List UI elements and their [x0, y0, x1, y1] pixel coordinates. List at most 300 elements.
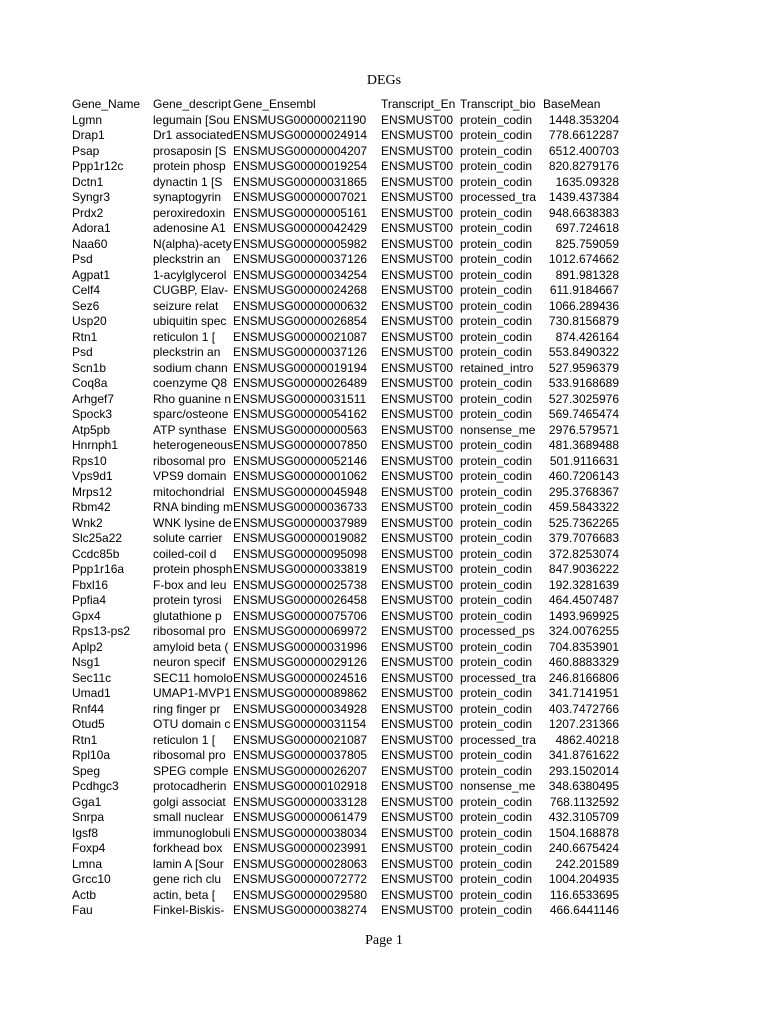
transcript-biotype-cell: protein_codin: [460, 717, 533, 731]
table-row: [72, 299, 619, 315]
gene-ensembl-cell: ENSMUSG00000037805: [233, 748, 368, 762]
table-row: [72, 810, 619, 826]
gene-ensembl-cell: ENSMUSG00000026489: [233, 376, 368, 390]
gene-name-cell: Celf4: [72, 283, 101, 297]
gene-ensembl-cell: ENSMUSG00000031865: [233, 174, 368, 189]
basemean-cell: 348.6380495: [548, 779, 619, 793]
transcript-biotype-cell: nonsense_me: [460, 779, 536, 793]
transcript-biotype-cell: protein_codin: [460, 236, 533, 251]
gene-ensembl-cell: ENSMUSG00000036733: [233, 500, 368, 514]
gene-ensembl-cell: ENSMUSG00000021087: [233, 329, 368, 344]
gene-ensembl-cell: ENSMUSG00000026854: [233, 314, 368, 328]
transcript-ensembl-cell: ENSMUST00: [381, 298, 454, 313]
gene-name-cell: Hnrnph1: [72, 438, 119, 452]
gene-name-cell: Spock3: [72, 407, 113, 421]
gene-name-cell: Ppfia4: [72, 593, 107, 607]
gene-name-cell: Syngr3: [72, 190, 111, 204]
transcript-ensembl-cell: ENSMUST00: [381, 438, 454, 452]
transcript-biotype-cell: protein_codin: [460, 686, 533, 700]
basemean-cell: 1012.674662: [548, 252, 619, 266]
basemean-cell: 569.7465474: [548, 407, 619, 421]
transcript-ensembl-cell: ENSMUST00: [381, 252, 454, 266]
transcript-ensembl-cell: ENSMUST00: [381, 531, 454, 545]
transcript-ensembl-cell: ENSMUST00: [381, 810, 454, 824]
transcript-biotype-cell: protein_codin: [460, 763, 533, 778]
basemean-cell: 611.9184667: [549, 283, 619, 297]
gene-ensembl-cell: ENSMUSG00000038274: [233, 903, 368, 917]
gene-name-cell: Rtn1: [72, 732, 98, 747]
gene-description-cell: protein phosph: [153, 562, 233, 576]
table-row: [72, 624, 619, 640]
basemean-cell: 533.9168689: [548, 376, 619, 390]
basemean-cell: 481.3689488: [548, 438, 619, 452]
transcript-biotype-cell: protein_codin: [460, 391, 533, 406]
table-row: [72, 314, 619, 330]
gene-description-cell: seizure relat: [153, 298, 219, 313]
table-row: [72, 609, 619, 625]
transcript-biotype-cell: protein_codin: [460, 283, 533, 297]
transcript-biotype-cell: protein_codin: [460, 345, 533, 359]
gene-name-cell: Rbm42: [72, 500, 111, 514]
gene-description-cell: glutathione p: [153, 608, 222, 623]
basemean-cell: 1207.231366: [548, 717, 619, 731]
gene-name-cell: Drap1: [72, 128, 105, 142]
gene-description-cell: ribosomal pro: [153, 624, 226, 638]
transcript-ensembl-cell: ENSMUST00: [381, 856, 454, 871]
transcript-ensembl-cell: ENSMUST00: [381, 453, 454, 468]
gene-description-cell: pleckstrin an: [153, 252, 221, 266]
gene-description-cell: amyloid beta (: [153, 639, 229, 654]
basemean-cell: 1635.09328: [555, 174, 619, 189]
gene-description-cell: adenosine A1: [153, 221, 226, 235]
table-row: [72, 376, 619, 392]
gene-name-cell: Grcc10: [72, 872, 111, 886]
transcript-ensembl-cell: ENSMUST00: [381, 655, 454, 669]
table-row: [72, 159, 619, 175]
gene-name-cell: Rps13-ps2: [72, 624, 131, 638]
gene-name-cell: Rpl10a: [72, 748, 111, 762]
table-row: [72, 407, 619, 423]
gene-description-cell: immunoglobuli: [153, 825, 231, 840]
gene-description-cell: peroxiredoxin: [153, 205, 226, 220]
table-row: [72, 221, 619, 237]
transcript-ensembl-cell: ENSMUST00: [381, 577, 454, 592]
gene-name-cell: Pcdhgc3: [72, 779, 119, 793]
transcript-biotype-cell: protein_codin: [460, 221, 533, 235]
transcript-ensembl-cell: ENSMUST00: [381, 236, 454, 251]
basemean-cell: 293.1502014: [548, 763, 619, 778]
basemean-cell: 1004.204935: [548, 872, 619, 886]
transcript-biotype-cell: processed_tra: [460, 732, 537, 747]
column-header-gene-description: Gene_descript: [153, 97, 232, 111]
basemean-cell: 948.6638383: [548, 205, 619, 220]
gene-ensembl-cell: ENSMUSG00000028063: [233, 856, 368, 871]
gene-description-cell: coiled-coil d: [153, 546, 217, 561]
gene-name-cell: Rtn1: [72, 329, 98, 344]
basemean-cell: 704.8353901: [548, 639, 619, 654]
transcript-biotype-cell: protein_codin: [460, 329, 533, 344]
table-row: [72, 190, 619, 206]
transcript-ensembl-cell: ENSMUST00: [381, 112, 454, 127]
transcript-biotype-cell: protein_codin: [460, 872, 533, 886]
basemean-cell: 460.8883329: [548, 655, 619, 669]
gene-ensembl-cell: ENSMUSG00000007021: [233, 190, 368, 204]
basemean-cell: 553.8490322: [548, 345, 619, 359]
gene-ensembl-cell: ENSMUSG00000000632: [233, 298, 368, 313]
table-row: [72, 655, 619, 671]
gene-description-cell: lamin A [Sour: [153, 856, 224, 871]
transcript-ensembl-cell: ENSMUST00: [381, 515, 454, 530]
gene-description-cell: ring finger pr: [153, 701, 221, 716]
table-row: [72, 128, 619, 144]
transcript-biotype-cell: protein_codin: [460, 577, 533, 592]
transcript-biotype-cell: protein_codin: [460, 531, 533, 545]
gene-ensembl-cell: ENSMUSG00000031511: [233, 391, 367, 406]
gene-ensembl-cell: ENSMUSG00000034254: [233, 267, 368, 282]
gene-name-cell: Nsg1: [72, 655, 101, 669]
gene-ensembl-cell: ENSMUSG00000024268: [233, 283, 368, 297]
gene-description-cell: prosaposin [S: [153, 143, 227, 158]
table-row: [72, 578, 619, 594]
gene-description-cell: WNK lysine de: [153, 515, 232, 530]
basemean-cell: 324.0076255: [548, 624, 619, 638]
transcript-ensembl-cell: ENSMUST00: [381, 143, 454, 158]
gene-name-cell: Dctn1: [72, 174, 104, 189]
basemean-cell: 527.3025976: [548, 391, 619, 406]
gene-description-cell: CUGBP, Elav-: [153, 283, 229, 297]
transcript-biotype-cell: protein_codin: [460, 298, 533, 313]
table-row: [72, 888, 619, 904]
transcript-ensembl-cell: ENSMUST00: [381, 376, 454, 390]
gene-name-cell: Ppp1r16a: [72, 562, 125, 576]
gene-name-cell: Snrpa: [72, 810, 105, 824]
gene-name-cell: Actb: [72, 887, 97, 902]
transcript-biotype-cell: nonsense_me: [460, 422, 536, 437]
transcript-ensembl-cell: ENSMUST00: [381, 190, 454, 204]
gene-description-cell: sparc/osteone: [153, 407, 229, 421]
gene-description-cell: mitochondrial: [153, 484, 225, 499]
table-row: [72, 330, 619, 346]
transcript-ensembl-cell: ENSMUST00: [381, 624, 454, 638]
transcript-ensembl-cell: ENSMUST00: [381, 484, 454, 499]
gene-name-cell: Usp20: [72, 314, 107, 328]
transcript-biotype-cell: protein_codin: [460, 639, 533, 654]
column-header-transcript-biotype: Transcript_bio: [460, 97, 536, 111]
basemean-cell: 379.7076683: [548, 531, 619, 545]
gene-description-cell: reticulon 1 [: [153, 329, 216, 344]
gene-ensembl-cell: ENSMUSG00000102918: [233, 779, 368, 793]
gene-description-cell: protocadherin: [153, 779, 227, 793]
gene-name-cell: Ppp1r12c: [72, 159, 124, 173]
table-row: [72, 423, 619, 439]
transcript-ensembl-cell: ENSMUST00: [381, 314, 454, 328]
transcript-biotype-cell: protein_codin: [460, 856, 533, 871]
transcript-biotype-cell: protein_codin: [460, 205, 533, 220]
gene-description-cell: neuron specif: [153, 655, 226, 669]
gene-description-cell: SPEG comple: [153, 763, 229, 778]
basemean-cell: 459.5843322: [548, 500, 619, 514]
table-row: [72, 392, 619, 408]
table-row: [72, 826, 619, 842]
transcript-ensembl-cell: ENSMUST00: [381, 422, 454, 437]
gene-ensembl-cell: ENSMUSG00000026458: [233, 593, 368, 607]
transcript-ensembl-cell: ENSMUST00: [381, 283, 454, 297]
transcript-biotype-cell: protein_codin: [460, 500, 533, 514]
basemean-cell: 1439.437384: [548, 190, 619, 204]
gene-ensembl-cell: ENSMUSG00000029580: [233, 887, 368, 902]
gene-name-cell: Atp5pb: [72, 422, 111, 437]
basemean-cell: 501.9116631: [549, 453, 619, 468]
transcript-biotype-cell: protein_codin: [460, 825, 533, 840]
gene-description-cell: UMAP1-MVP1: [153, 686, 232, 700]
basemean-cell: 341.7141951: [548, 686, 619, 700]
gene-description-cell: heterogeneous: [153, 438, 233, 452]
transcript-ensembl-cell: ENSMUST00: [381, 763, 454, 778]
gene-ensembl-cell: ENSMUSG00000007850: [233, 438, 368, 452]
table-row: [72, 454, 619, 470]
gene-ensembl-cell: ENSMUSG00000095098: [233, 546, 368, 561]
transcript-ensembl-cell: ENSMUST00: [381, 872, 454, 886]
transcript-ensembl-cell: ENSMUST00: [381, 593, 454, 607]
column-header-transcript-ensembl: Transcript_En: [381, 97, 456, 111]
gene-description-cell: protein phosp: [153, 159, 226, 173]
gene-name-cell: Rps10: [72, 453, 107, 468]
column-header-basemean: BaseMean: [543, 97, 601, 111]
transcript-biotype-cell: protein_codin: [460, 562, 533, 576]
transcript-biotype-cell: protein_codin: [460, 748, 533, 762]
transcript-biotype-cell: protein_codin: [460, 267, 533, 282]
transcript-biotype-cell: protein_codin: [460, 469, 533, 483]
gene-description-cell: reticulon 1 [: [153, 732, 216, 747]
transcript-ensembl-cell: ENSMUST00: [381, 686, 454, 700]
basemean-cell: 768.1132592: [549, 794, 619, 809]
transcript-ensembl-cell: ENSMUST00: [381, 562, 454, 576]
transcript-biotype-cell: retained_intro: [460, 360, 534, 375]
basemean-cell: 825.759059: [555, 236, 619, 251]
transcript-biotype-cell: protein_codin: [460, 608, 533, 623]
gene-name-cell: Fau: [72, 903, 93, 917]
gene-name-cell: Psd: [72, 345, 93, 359]
table-row: [72, 779, 619, 795]
gene-name-cell: Naa60: [72, 236, 108, 251]
gene-description-cell: synaptogyrin: [153, 190, 222, 204]
transcript-biotype-cell: protein_codin: [460, 593, 533, 607]
basemean-cell: 242.201589: [555, 856, 619, 871]
basemean-cell: 192.3281639: [548, 577, 619, 592]
gene-ensembl-cell: ENSMUSG00000038034: [233, 825, 368, 840]
transcript-ensembl-cell: ENSMUST00: [381, 407, 454, 421]
gene-name-cell: Lmna: [72, 856, 103, 871]
transcript-ensembl-cell: ENSMUST00: [381, 159, 454, 173]
gene-description-cell: legumain [Sou: [153, 112, 230, 127]
basemean-cell: 240.6675424: [548, 841, 619, 855]
transcript-ensembl-cell: ENSMUST00: [381, 701, 454, 716]
transcript-ensembl-cell: ENSMUST00: [381, 825, 454, 840]
gene-ensembl-cell: ENSMUSG00000075706: [233, 608, 368, 623]
gene-name-cell: Rnf44: [72, 701, 105, 716]
transcript-ensembl-cell: ENSMUST00: [381, 500, 454, 514]
gene-name-cell: Gga1: [72, 794, 102, 809]
gene-description-cell: golgi associat: [153, 794, 226, 809]
basemean-cell: 891.981328: [555, 267, 619, 282]
table-row: [72, 144, 619, 160]
gene-name-cell: Wnk2: [72, 515, 103, 530]
gene-description-cell: protein tyrosi: [153, 593, 222, 607]
gene-name-cell: Vps9d1: [72, 469, 113, 483]
gene-ensembl-cell: ENSMUSG00000005161: [233, 205, 368, 220]
basemean-cell: 466.6441146: [549, 903, 619, 917]
gene-name-cell: Adora1: [72, 221, 111, 235]
gene-description-cell: Rho guanine n: [153, 391, 232, 406]
gene-ensembl-cell: ENSMUSG00000052146: [233, 453, 368, 468]
gene-ensembl-cell: ENSMUSG00000024516: [233, 670, 368, 685]
table-row: [72, 283, 619, 299]
transcript-ensembl-cell: ENSMUST00: [381, 887, 454, 902]
transcript-ensembl-cell: ENSMUST00: [381, 391, 454, 406]
gene-ensembl-cell: ENSMUSG00000045948: [233, 484, 368, 499]
basemean-cell: 341.8761622: [548, 748, 619, 762]
transcript-ensembl-cell: ENSMUST00: [381, 903, 454, 917]
transcript-biotype-cell: protein_codin: [460, 887, 533, 902]
gene-name-cell: Scn1b: [72, 360, 107, 375]
gene-ensembl-cell: ENSMUSG00000026207: [233, 763, 368, 778]
basemean-cell: 6512.400703: [548, 143, 619, 158]
page-header: DEGs: [366, 73, 402, 88]
gene-name-cell: Otud5: [72, 717, 105, 731]
gene-description-cell: actin, beta [: [153, 887, 216, 902]
transcript-biotype-cell: protein_codin: [460, 655, 533, 669]
transcript-biotype-cell: protein_codin: [460, 112, 533, 127]
gene-name-cell: Coq8a: [72, 376, 108, 390]
table-row: [72, 702, 619, 718]
basemean-cell: 820.8279176: [548, 159, 619, 173]
gene-ensembl-cell: ENSMUSG00000025738: [233, 577, 368, 592]
gene-ensembl-cell: ENSMUSG00000054162: [233, 407, 368, 421]
gene-ensembl-cell: ENSMUSG00000042429: [233, 221, 368, 235]
table-row: [72, 686, 619, 702]
gene-description-cell: coenzyme Q8: [153, 376, 228, 390]
gene-name-cell: Psap: [72, 143, 100, 158]
gene-name-cell: Gpx4: [72, 608, 101, 623]
table-row: [72, 717, 619, 733]
table-row: [72, 841, 619, 857]
transcript-ensembl-cell: ENSMUST00: [381, 329, 454, 344]
basemean-cell: 460.7206143: [548, 469, 619, 483]
transcript-biotype-cell: protein_codin: [460, 159, 533, 173]
gene-description-cell: small nuclear: [153, 810, 224, 824]
basemean-cell: 1493.969925: [548, 608, 619, 623]
column-header-gene-ensembl: Gene_Ensembl: [233, 97, 316, 111]
transcript-biotype-cell: protein_codin: [460, 903, 533, 917]
basemean-cell: 432.3105709: [548, 810, 619, 824]
transcript-ensembl-cell: ENSMUST00: [381, 345, 454, 359]
gene-ensembl-cell: ENSMUSG00000037126: [233, 345, 368, 359]
transcript-biotype-cell: protein_codin: [460, 810, 533, 824]
gene-ensembl-cell: ENSMUSG00000005982: [233, 236, 368, 251]
gene-description-cell: ubiquitin spec: [153, 314, 227, 328]
basemean-cell: 2976.579571: [548, 422, 619, 437]
gene-ensembl-cell: ENSMUSG00000033819: [233, 562, 368, 576]
transcript-biotype-cell: protein_codin: [460, 407, 533, 421]
gene-ensembl-cell: ENSMUSG00000033128: [233, 794, 368, 809]
transcript-biotype-cell: protein_codin: [460, 376, 533, 390]
gene-description-cell: N(alpha)-acety: [153, 236, 232, 251]
basemean-cell: 246.8166806: [548, 670, 619, 685]
gene-ensembl-cell: ENSMUSG00000023991: [233, 841, 368, 855]
gene-ensembl-cell: ENSMUSG00000072772: [233, 872, 368, 886]
gene-name-cell: Agpat1: [72, 267, 111, 282]
transcript-biotype-cell: protein_codin: [460, 128, 533, 142]
table-row: [72, 903, 619, 919]
table-row: [72, 113, 619, 129]
transcript-biotype-cell: protein_codin: [460, 453, 533, 468]
gene-name-cell: Lgmn: [72, 112, 103, 127]
transcript-ensembl-cell: ENSMUST00: [381, 221, 454, 235]
transcript-ensembl-cell: ENSMUST00: [381, 128, 454, 142]
basemean-cell: 4862.40218: [555, 732, 619, 747]
table-row: [72, 268, 619, 284]
gene-ensembl-cell: ENSMUSG00000024914: [233, 128, 368, 142]
gene-name-cell: Psd: [72, 252, 93, 266]
gene-ensembl-cell: ENSMUSG00000089862: [233, 686, 368, 700]
basemean-cell: 778.6612287: [548, 128, 619, 142]
gene-ensembl-cell: ENSMUSG00000000563: [233, 422, 368, 437]
gene-ensembl-cell: ENSMUSG00000037989: [233, 515, 368, 530]
transcript-ensembl-cell: ENSMUST00: [381, 779, 454, 793]
table-row: [72, 469, 619, 485]
transcript-biotype-cell: processed_ps: [460, 624, 535, 638]
transcript-ensembl-cell: ENSMUST00: [381, 267, 454, 282]
transcript-ensembl-cell: ENSMUST00: [381, 717, 454, 731]
gene-name-cell: Fbxl16: [72, 577, 109, 592]
gene-name-cell: Umad1: [72, 686, 111, 700]
basemean-cell: 527.9596379: [548, 360, 619, 375]
gene-description-cell: ATP synthase: [153, 422, 227, 437]
basemean-cell: 116.6533695: [549, 887, 619, 902]
gene-ensembl-cell: ENSMUSG00000001062: [233, 469, 368, 483]
gene-ensembl-cell: ENSMUSG00000031154: [233, 717, 367, 731]
transcript-biotype-cell: protein_codin: [460, 794, 533, 809]
gene-description-cell: pleckstrin an: [153, 345, 221, 359]
table-row: [72, 175, 619, 191]
gene-description-cell: ribosomal pro: [153, 748, 226, 762]
transcript-biotype-cell: protein_codin: [460, 701, 533, 716]
table-row: [72, 252, 619, 268]
table-row: [72, 857, 619, 873]
gene-description-cell: VPS9 domain: [153, 469, 227, 483]
gene-ensembl-cell: ENSMUSG00000034928: [233, 701, 368, 716]
basemean-cell: 372.8253074: [548, 546, 619, 561]
gene-ensembl-cell: ENSMUSG00000004207: [233, 143, 368, 158]
transcript-ensembl-cell: ENSMUST00: [381, 639, 454, 654]
table-row: [72, 531, 619, 547]
gene-ensembl-cell: ENSMUSG00000021190: [233, 112, 367, 127]
gene-ensembl-cell: ENSMUSG00000069972: [233, 624, 368, 638]
gene-name-cell: Foxp4: [72, 841, 106, 855]
transcript-ensembl-cell: ENSMUST00: [381, 841, 454, 855]
gene-description-cell: OTU domain c: [153, 717, 231, 731]
basemean-cell: 1066.289436: [548, 298, 619, 313]
gene-description-cell: SEC11 homolo: [153, 670, 233, 685]
table-row: [72, 547, 619, 563]
transcript-ensembl-cell: ENSMUST00: [381, 732, 454, 747]
transcript-biotype-cell: protein_codin: [460, 438, 533, 452]
transcript-ensembl-cell: ENSMUST00: [381, 608, 454, 623]
table-row: [72, 764, 619, 780]
basemean-cell: 403.7472766: [548, 701, 619, 716]
gene-name-cell: Ccdc85b: [72, 546, 120, 561]
basemean-cell: 464.4507487: [548, 593, 619, 607]
